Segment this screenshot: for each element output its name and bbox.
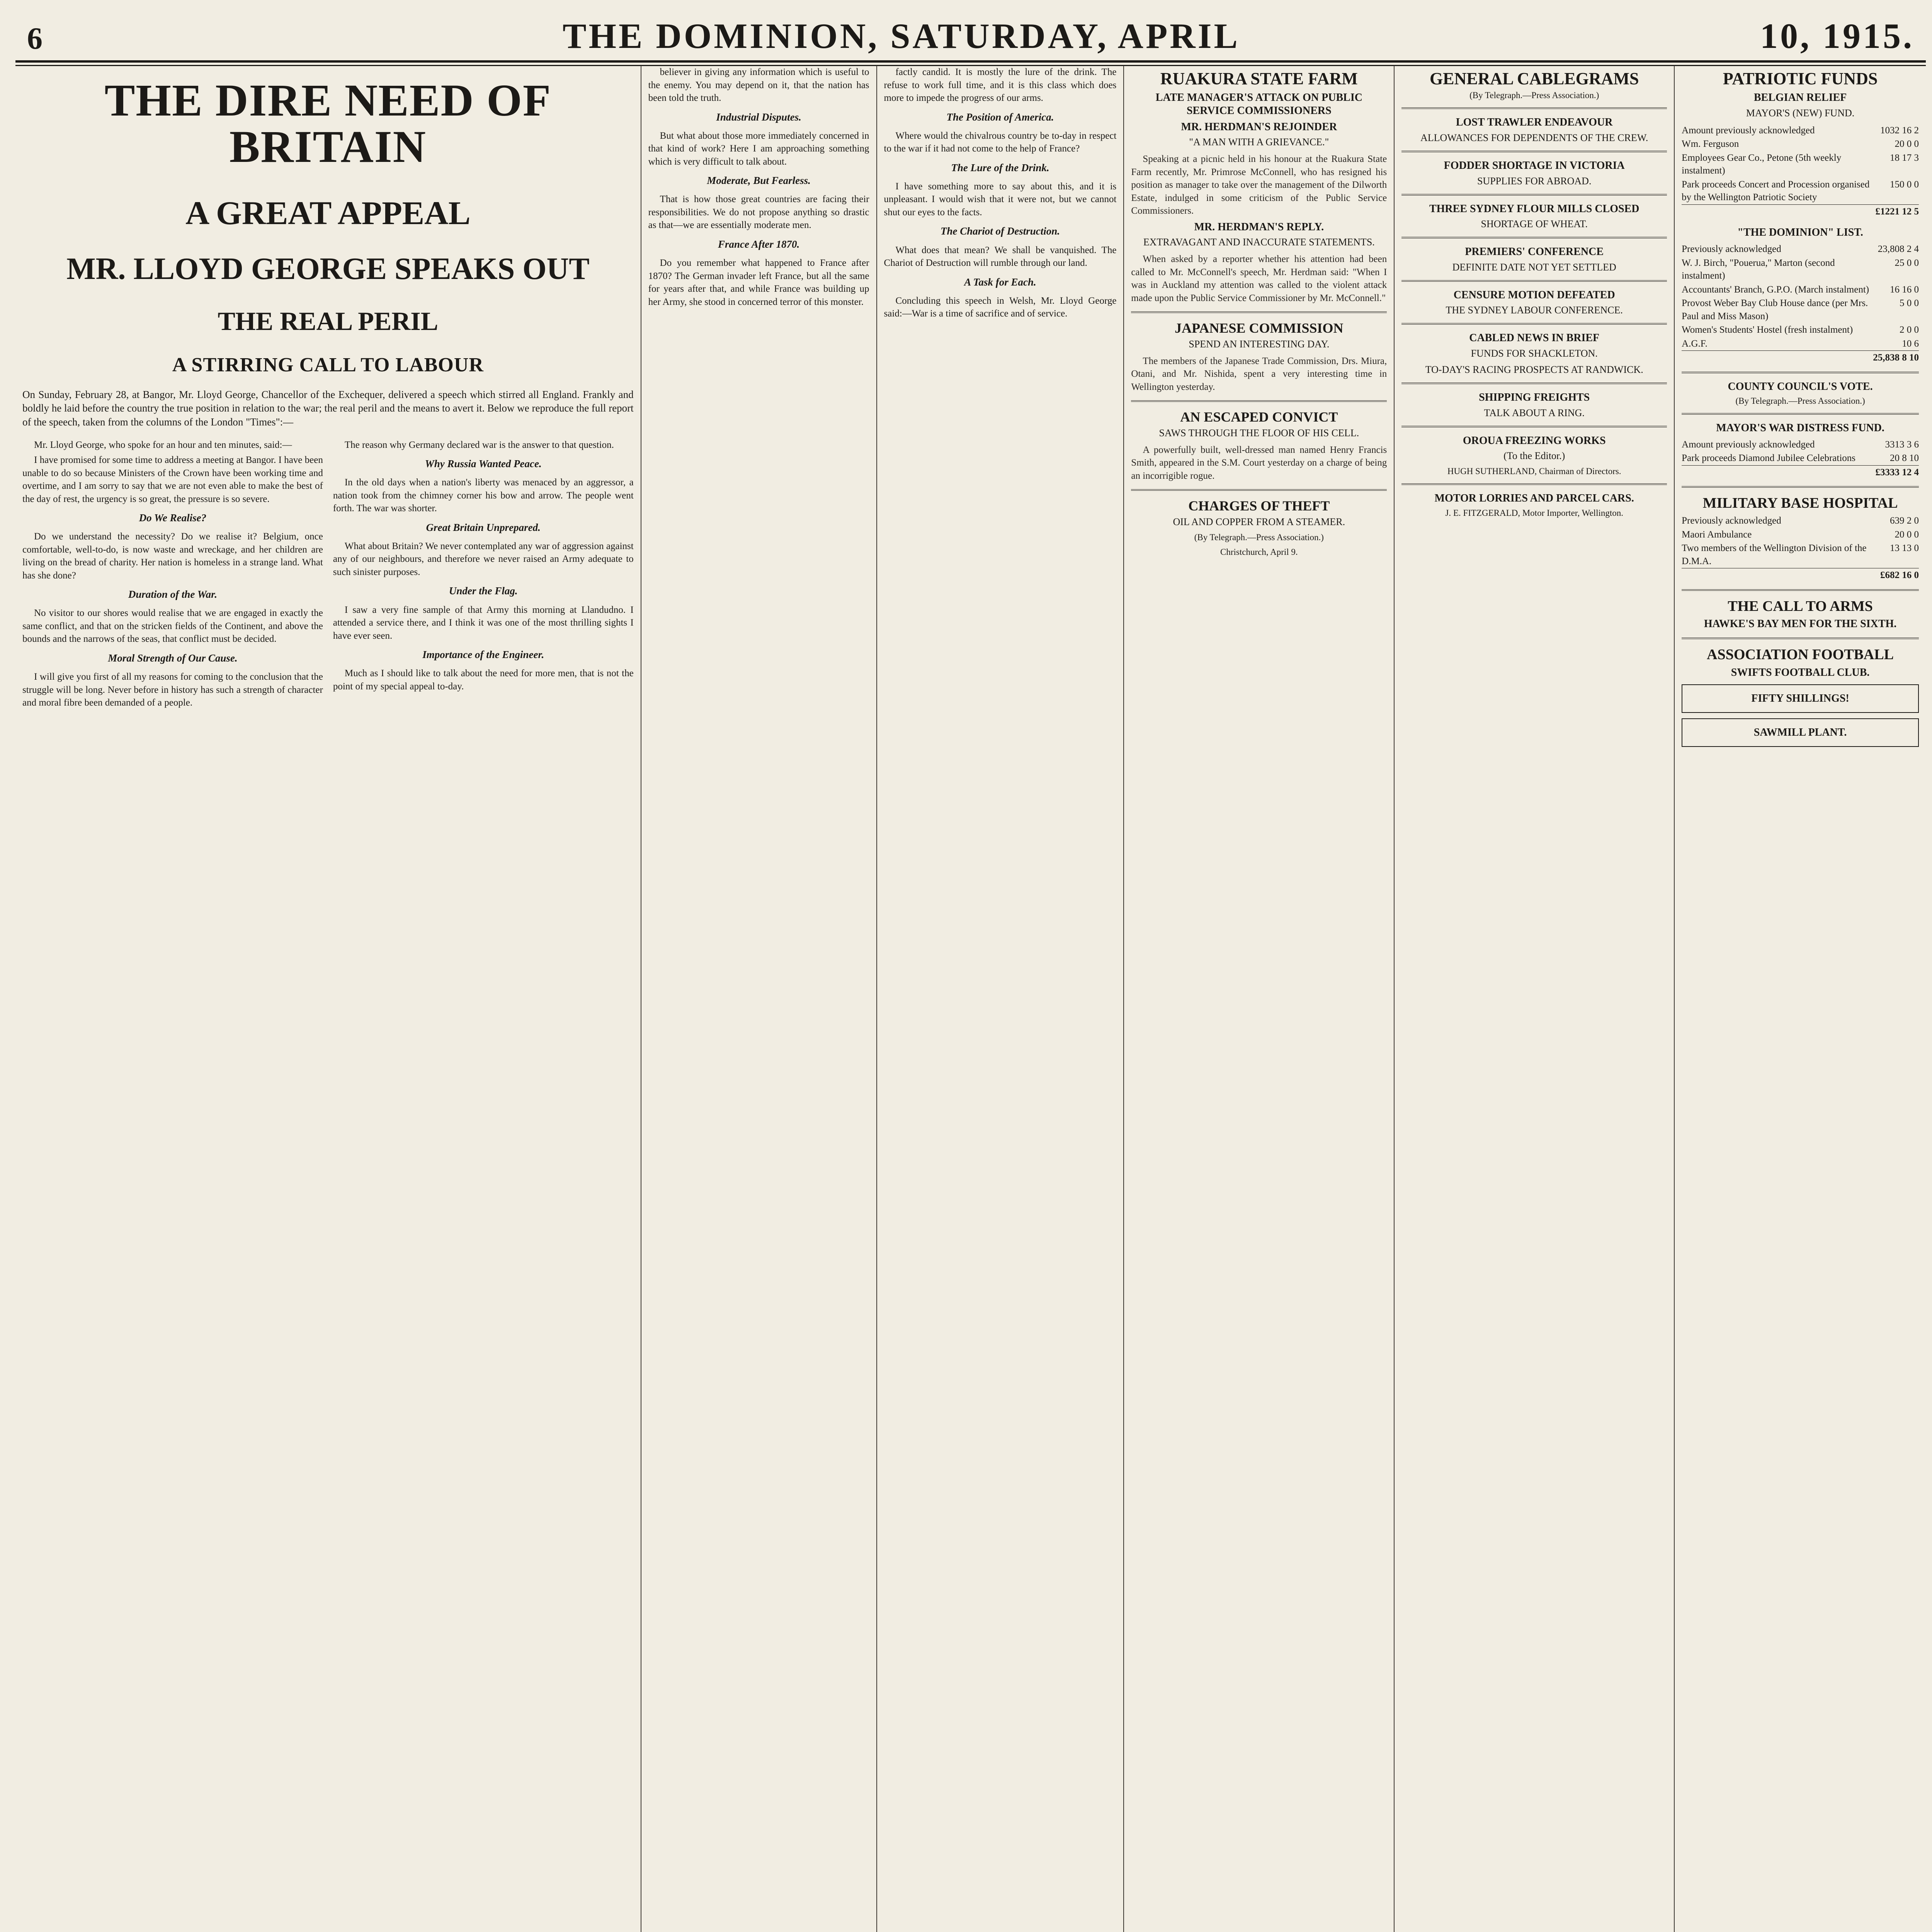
mills-head: THREE SYDNEY FLOUR MILLS CLOSED — [1429, 202, 1639, 215]
trawler-deck: ALLOWANCES FOR DEPENDENTS OF THE CREW. — [1420, 132, 1648, 143]
dominion-table — [1682, 242, 1919, 365]
football-section — [1682, 638, 1919, 679]
patriotic-funds-column — [1675, 66, 1926, 1932]
premiers-head: PREMIERS' CONFERENCE — [1465, 246, 1604, 258]
lead-body-col-1: Mr. Lloyd George, who spoke for an hour and ten minutes, said:— I have promised for some time to address a meeting at Bangor. I have been unable to do so because Ministers of the Crown have been working time and overtime, and I am sorry to say that we are not even able to make the best of the day of rest, the urgency is so great, the pressure is so severe. Do We Realise? Do we understand the necessity? Do we realise it? Belgium, once comfortable, well-to-do, is now waste and wreckage, and her children are living on the bread of charity. Her nation is homeless in a strange land. What has she done? Duration of the War. No visitor to our shores would realise that we are engaged in exactly the same conflict, and that on the stricken fields of the Continent, and above the bounds and the narrows of the seas, that conflict must be decided. Moral Strength of Our Cause. I will give you first of all my reasons for coming to the conclusion that the struggle will be long. Never before in history has such a strength of character and moral fibre been demanded of a people. — [22, 439, 323, 708]
escaped-deck: SAWS THROUGH THE FLOOR OF HIS CELL. — [1159, 427, 1359, 439]
theft-place: Christchurch, April 9. — [1220, 547, 1298, 557]
oroua-section — [1401, 426, 1667, 477]
japanese-section — [1131, 311, 1387, 393]
japanese-head: JAPANESE COMMISSION — [1175, 320, 1344, 336]
fifty-shillings-ad — [1682, 684, 1919, 713]
table-row: Two members of the Wellington Division of the D.M.A. 13 13 0 — [1682, 543, 1919, 566]
theft-section — [1131, 489, 1387, 557]
subhead-duration: Duration of the War. — [128, 588, 217, 600]
racing-deck: TO-DAY'S RACING PROSPECTS AT RANDWICK. — [1425, 364, 1643, 375]
subhead-unprepared: Great Britain Unprepared. — [426, 521, 541, 533]
military-table — [1682, 514, 1919, 582]
lead-headline: THE DIRE NEED OF BRITAIN — [104, 75, 552, 172]
table-row: Amount previously acknowledged 3313 3 6 — [1682, 439, 1919, 450]
swifts-head: SWIFTS FOOTBALL CLUB. — [1731, 666, 1870, 679]
japanese-body: The members of the Japanese Trade Commission, Drs. Miura, Otani, and Mr. Nishida, spent a very interesting time in Wellington yesterday. — [1131, 355, 1387, 392]
table-row: W. J. Birch, "Pouerua," Marton (second instalment) 25 0 0 — [1682, 257, 1919, 281]
censure-deck: THE SYDNEY LABOUR CONFERENCE. — [1446, 304, 1623, 316]
cables-byline: (By Telegraph.—Press Association.) — [1469, 90, 1599, 100]
table-row: Women's Students' Hostel (fresh instalment) 2 0 0 — [1682, 325, 1919, 335]
oroua-sign: HUGH SUTHERLAND, Chairman of Directors. — [1447, 466, 1621, 476]
shipping-section — [1401, 383, 1667, 419]
article-continuation-2: factly candid. It is mostly the lure of the drink. The refuse to work full time, and it is this class which does more to impede the progress of our arms. The Position of America. Where would the chivalrous country be to-day in respect to the war if it had not come to the help of France? The Lure of the Drink. I have something more to say about this, and it is unpleasant. I would wish that it were not, but we cannot shut our eyes to the facts. The Chariot of Destruction. What does that mean? We shall be vanquished. The Chariot of Destruction will rumble through our land. A Task for Each. Concluding this speech in Welsh, Mr. Lloyd George said:—War is a time of sacrifice and of service. — [877, 66, 1124, 1932]
theft-head: CHARGES OF THEFT — [1188, 498, 1330, 514]
motor-sign: J. E. FITZGERALD, Motor Importer, Wellington. — [1445, 508, 1623, 518]
escaped-head: AN ESCAPED CONVICT — [1180, 409, 1338, 425]
page-number: 6 — [27, 22, 43, 56]
subhead-flag: Under the Flag. — [449, 585, 518, 597]
trawler-section — [1401, 107, 1667, 144]
theft-deck: OIL AND COPPER FROM A STEAMER. — [1173, 516, 1345, 528]
oroua-deck: (To the Editor.) — [1503, 450, 1565, 462]
subhead-task: A Task for Each. — [964, 276, 1036, 288]
mills-section — [1401, 194, 1667, 230]
motor-section — [1401, 483, 1667, 518]
masthead-title-right: 10, 1915. — [1760, 16, 1914, 56]
belgian-head: BELGIAN RELIEF — [1753, 92, 1847, 104]
escaped-body: A powerfully built, well-dressed man named Henry Francis Smith, appeared in the S.M. Court yesterday on a charge of being an incorrigible rogue. — [1131, 444, 1387, 481]
distress-head: MAYOR'S WAR DISTRESS FUND. — [1716, 422, 1884, 434]
lead-deck-1: A GREAT APPEAL — [185, 194, 471, 231]
masthead — [15, 14, 1926, 63]
ruakura-deck-2: MR. HERDMAN'S REJOINDER — [1181, 121, 1337, 133]
lead-deck-2: MR. LLOYD GEORGE SPEAKS OUT — [66, 252, 590, 286]
table-row: Wm. Ferguson 20 0 0 — [1682, 139, 1919, 150]
article-continuation-1: believer in giving any information which is useful to the enemy. You may depend on it, that the nation has been told the truth. Industrial Disputes. But what about those more immediately concerned in that kind of work? Here I am approaching something which is very difficult to talk about. Moderate, But Fearless. That is how those great countries are facing their responsibilities. We do not propose anything so drastic as that—we are essentially moderate men. France After 1870. Do you remember what happened to France after 1870? The German invader left France, but all the same for years after that, and while France was building up her Army, she stood in concerned terror of this monster. — [641, 66, 877, 1932]
fifty-head: FIFTY SHILLINGS! — [1751, 692, 1849, 705]
table-row: Accountants' Branch, G.P.O. (March instalment) 16 16 0 — [1682, 284, 1919, 295]
council-section — [1682, 372, 1919, 406]
arms-head: THE CALL TO ARMS — [1728, 598, 1873, 614]
lead-intro: On Sunday, February 28, at Bangor, Mr. Lloyd George, Chancellor of the Exchequer, delivered a speech which stirred all England. Frankly and boldly he laid before the country the true position in relation to the war; the real peril and the means to avert it. Below we reproduce the full report of the speech, taken from the columns of the London "Times":— — [22, 388, 634, 428]
table-row: Previously acknowledged 639 2 0 — [1682, 515, 1919, 526]
football-head: ASSOCIATION FOOTBALL — [1707, 646, 1894, 663]
table-row: Park proceeds Diamond Jubilee Celebrations 20 8 10 — [1682, 453, 1919, 464]
columns — [15, 66, 1926, 1932]
theft-byline: (By Telegraph.—Press Association.) — [1194, 532, 1324, 543]
lead-deck-4: A STIRRING CALL TO LABOUR — [172, 354, 484, 376]
belgian-table — [1682, 124, 1919, 219]
fodder-head: FODDER SHORTAGE IN VICTORIA — [1444, 159, 1625, 172]
news-column-cables — [1395, 66, 1675, 1932]
ruakura-quote: "A MAN WITH A GRIEVANCE." — [1189, 136, 1329, 148]
oroua-head: OROUA FREEZING WORKS — [1463, 434, 1606, 447]
belgian-total-row: £1221 12 5 — [1682, 204, 1919, 218]
herdman-reply-head: MR. HERDMAN'S REPLY. — [1194, 221, 1324, 233]
subhead-realise: Do We Realise? — [139, 512, 207, 524]
subhead-france: France After 1870. — [718, 238, 800, 250]
council-head: COUNTY COUNCIL'S VOTE. — [1728, 380, 1873, 393]
lead-body — [22, 439, 634, 712]
fodder-section — [1401, 151, 1667, 187]
military-head: MILITARY BASE HOSPITAL — [1702, 495, 1898, 512]
subhead-chariot: The Chariot of Destruction. — [940, 225, 1060, 237]
brief-head: CABLED NEWS IN BRIEF — [1469, 332, 1600, 344]
cables-head: GENERAL CABLEGRAMS — [1429, 69, 1639, 88]
council-byline: (By Telegraph.—Press Association.) — [1735, 396, 1865, 406]
brief-section — [1401, 323, 1667, 376]
premiers-section — [1401, 237, 1667, 273]
table-row: Maori Ambulance 20 0 0 — [1682, 529, 1919, 540]
table-row: Park proceeds Concert and Procession organised by the Wellington Patriotic Society 150 0 0 — [1682, 179, 1919, 203]
distress-section — [1682, 413, 1919, 479]
subhead-moderate: Moderate, But Fearless. — [707, 175, 811, 187]
mayor-head: MAYOR'S (NEW) FUND. — [1746, 107, 1855, 119]
hawke-head: HAWKE'S BAY MEN FOR THE SIXTH. — [1704, 618, 1897, 630]
censure-section — [1401, 280, 1667, 316]
patriotic-head: PATRIOTIC FUNDS — [1723, 69, 1878, 88]
ruakura-deck: LATE MANAGER'S ATTACK ON PUBLIC SERVICE COMMISSIONERS — [1155, 92, 1362, 117]
subhead-drink: The Lure of the Drink. — [951, 162, 1049, 173]
subhead-engineer: Importance of the Engineer. — [422, 649, 544, 661]
table-row: Previously acknowledged 23,808 2 4 — [1682, 244, 1919, 255]
subhead-russia: Why Russia Wanted Peace. — [425, 458, 542, 470]
dominion-list-head: "THE DOMINION" LIST. — [1737, 226, 1863, 239]
trawler-head: LOST TRAWLER ENDEAVOUR — [1456, 116, 1613, 129]
news-column-ruakura — [1124, 66, 1395, 1932]
lead-deck-3: THE REAL PERIL — [218, 306, 439, 336]
lead-body-col-2: The reason why Germany declared war is the answer to that question. Why Russia Wanted Peace. In the old days when a nation's liberty was menaced by an aggressor, a nation took from the chimney corner his bow and arrow. The people went forth. The war was shorter. Great Britain Unprepared. What about Britain? We never contemplated any war of aggression against any of our neighbours, and therefore we never raised an Army adequate to such sinister purposes. Under the Flag. I saw a very fine sample of that Army this morning at Llandudno. I attended a service there, and I think it was one of the most thrilling sights I have ever seen. Importance of the Engineer. Much as I should like to talk about the need for more men, that is not the point of my special appeal to-day. — [333, 439, 634, 692]
table-row: A.G.F. 10 6 — [1682, 338, 1919, 349]
masthead-title-left: THE DOMINION, SATURDAY, APRIL — [563, 16, 1240, 56]
subhead-america: The Position of America. — [946, 111, 1054, 123]
military-section — [1682, 486, 1919, 582]
distress-table — [1682, 438, 1919, 480]
shipping-head: SHIPPING FREIGHTS — [1479, 391, 1590, 403]
ruakura-headline: RUAKURA STATE FARM — [1160, 69, 1358, 88]
motor-head: MOTOR LORRIES AND PARCEL CARS. — [1434, 492, 1634, 505]
ruakura-body: Speaking at a picnic held in his honour at the Ruakura State Farm recently, Mr. Primrose McConnell, who has resigned his position as manager to take over the management of the Dilworth Estate, indulged in some criticism of the Public Service Commissioners. — [1131, 154, 1387, 216]
sawmill-head: SAWMILL PLANT. — [1753, 726, 1847, 738]
table-row: Provost Weber Bay Club House dance (per Mrs. Paul and Miss Mason) 5 0 0 — [1682, 298, 1919, 321]
arms-section — [1682, 589, 1919, 631]
sawmill-ad — [1682, 718, 1919, 747]
military-total-row: £682 16 0 — [1682, 568, 1919, 582]
japanese-deck: SPEND AN INTERESTING DAY. — [1189, 338, 1330, 350]
fodder-deck: SUPPLIES FOR ABROAD. — [1477, 175, 1592, 187]
herdman-body: When asked by a reporter whether his attention had been called to Mr. McConnell's speech, Mr. Herdman said: "When I was in Auckland my attention was called to the violent attack made upon the Public Service Commissioner by Mr. McConnell." — [1131, 254, 1387, 303]
dominion-total-row: 25,838 8 10 — [1682, 351, 1919, 365]
herdman-reply-sub: EXTRAVAGANT AND INACCURATE STATEMENTS. — [1143, 236, 1375, 248]
table-row: Amount previously acknowledged 1032 16 2 — [1682, 125, 1919, 136]
mills-deck: SHORTAGE OF WHEAT. — [1481, 218, 1588, 230]
premiers-deck: DEFINITE DATE NOT YET SETTLED — [1452, 261, 1616, 273]
distress-total-row: £3333 12 4 — [1682, 465, 1919, 479]
escaped-section — [1131, 400, 1387, 482]
subhead-industrial: Industrial Disputes. — [716, 111, 801, 123]
brief-deck: FUNDS FOR SHACKLETON. — [1471, 347, 1598, 359]
censure-head: CENSURE MOTION DEFEATED — [1453, 289, 1615, 301]
shipping-deck: TALK ABOUT A RING. — [1484, 407, 1585, 418]
subhead-moral: Moral Strength of Our Cause. — [108, 652, 238, 664]
lead-article — [15, 66, 641, 1932]
table-row: Employees Gear Co., Petone (5th weekly instalment) 18 17 3 — [1682, 152, 1919, 176]
